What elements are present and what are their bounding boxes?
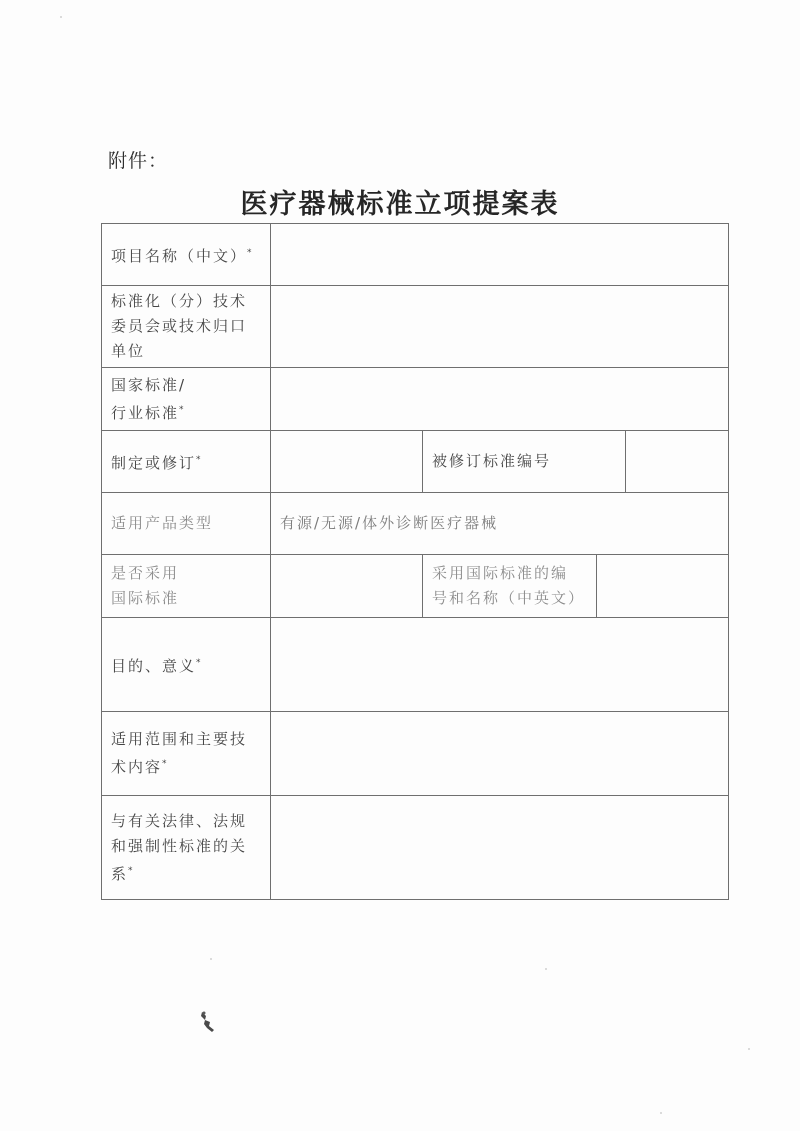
scan-speck <box>660 1112 662 1114</box>
committee-label: 标准化（分）技术 委员会或技术归口 单位 <box>102 286 271 368</box>
project-name-field[interactable] <box>271 224 729 286</box>
scan-speck <box>748 1048 750 1050</box>
purpose-field[interactable] <box>271 618 729 712</box>
adopt-intl-label: 是否采用 国际标准 <box>102 555 271 618</box>
row-purpose <box>102 618 729 712</box>
scope-field[interactable] <box>271 712 729 796</box>
row-project-name <box>102 224 729 286</box>
adopt-intl-field[interactable] <box>271 555 423 618</box>
revised-standard-no-field[interactable] <box>626 431 729 493</box>
intl-standard-no-label: 采用国际标准的编 号和名称（中英文） <box>423 555 597 618</box>
scan-mark <box>198 1010 218 1034</box>
revised-standard-no-label: 被修订标准编号 <box>423 431 626 493</box>
row-committee <box>102 286 729 368</box>
project-name-label: 项目名称（中文）* <box>102 224 271 286</box>
relation-field[interactable] <box>271 796 729 900</box>
intl-standard-no-field[interactable] <box>597 555 729 618</box>
scan-speck <box>545 968 547 970</box>
row-scope <box>102 712 729 796</box>
purpose-label: 目的、意义* <box>102 618 271 712</box>
scope-label: 适用范围和主要技 术内容* <box>102 712 271 796</box>
attachment-label: 附件： <box>108 150 169 172</box>
proposal-form-table <box>101 223 729 900</box>
standard-type-label: 国家标准/ 行业标准* <box>102 368 271 431</box>
committee-field[interactable] <box>271 286 729 368</box>
product-type-label: 适用产品类型 <box>102 493 271 555</box>
scan-speck <box>60 16 62 18</box>
row-adopt-intl <box>102 555 729 618</box>
standard-type-field[interactable] <box>271 368 729 431</box>
relation-label: 与有关法律、法规 和强制性标准的关 系* <box>102 796 271 900</box>
scan-speck <box>210 958 212 960</box>
row-standard-type <box>102 368 729 431</box>
row-relation <box>102 796 729 900</box>
row-revise <box>102 431 729 493</box>
revise-label: 制定或修订* <box>102 431 271 493</box>
form-title: 医疗器械标准立项提案表 <box>240 189 560 220</box>
revise-field[interactable] <box>271 431 423 493</box>
row-product-type <box>102 493 729 555</box>
product-type-value[interactable]: 有源/无源/体外诊断医疗器械 <box>271 493 729 555</box>
